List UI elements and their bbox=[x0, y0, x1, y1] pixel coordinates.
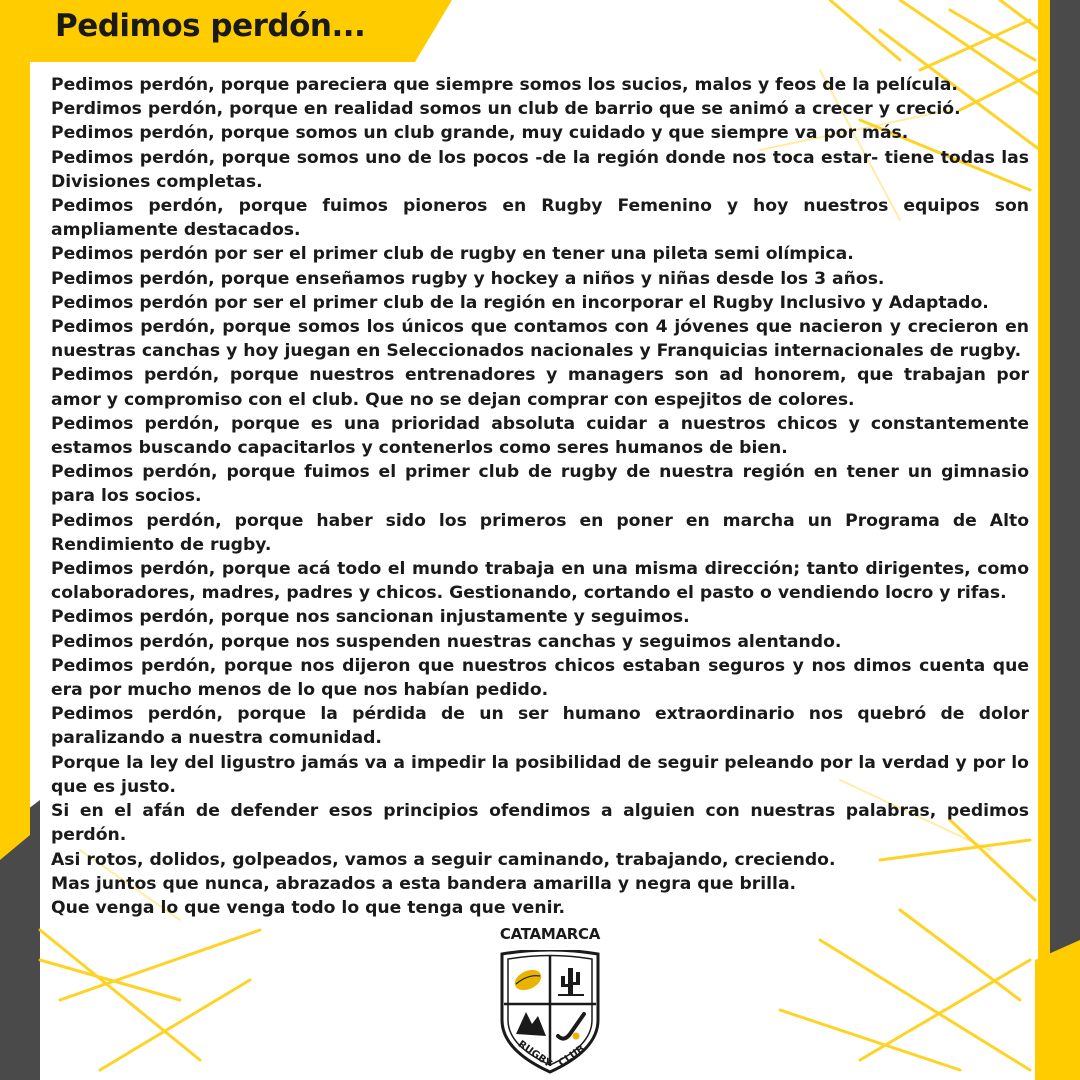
paragraph: Pedimos perdón, porque nos suspenden nuestras canchas y seguimos alentando. bbox=[51, 631, 842, 652]
statement-body bbox=[51, 73, 1029, 920]
paragraph: Pedimos perdón, porque somos uno de los pocos -de la región donde nos toca estar- tiene todas las Divisiones completas. bbox=[51, 147, 1029, 192]
paragraph: Pedimos perdón por ser el primer club de rugby en tener una pileta semi olímpica. bbox=[51, 244, 854, 265]
paragraph: Pedimos perdón, porque nuestros entrenadores y managers son ad honorem, que trabajan por amor y compromiso con el club. Que no se dejan comprar con espejitos de colores. bbox=[51, 365, 1029, 410]
paragraph: Pedimos perdón, porque nos sancionan injustamente y seguimos. bbox=[51, 607, 690, 628]
paragraph: Perdimos perdón, porque en realidad somos un club de barrio que se animó a crecer y creció. bbox=[51, 99, 961, 120]
shield-icon bbox=[498, 950, 602, 1075]
page-title: Pedimos perdón... bbox=[55, 8, 366, 44]
logo-bottom-right-text: CLUB bbox=[556, 1043, 587, 1070]
paragraph: Pedimos perdón, porque somos un club grande, muy cuidado y que siempre va por más. bbox=[51, 123, 909, 144]
paragraph: Asi rotos, dolidos, golpeados, vamos a seguir caminando, trabajando, creciendo. bbox=[51, 849, 836, 870]
paragraph: Pedimos perdón, porque fuimos el primer club de rugby de nuestra región en tener un gimnasio para los socios. bbox=[51, 462, 1029, 507]
paragraph: Pedimos perdón, porque pareciera que siempre somos los sucios, malos y feos de la película. bbox=[51, 75, 958, 95]
paragraph: Porque la ley del ligustro jamás va a impedir la posibilidad de seguir peleando por la verdad y por lo que es justo. bbox=[51, 752, 1029, 797]
right-dark-bar bbox=[1050, 0, 1080, 1080]
paragraph: Pedimos perdón, porque enseñamos rugby y hockey a niños y niñas desde los 3 años. bbox=[51, 268, 885, 289]
paragraph: Pedimos perdón, porque fuimos pioneros en Rugby Femenino y hoy nuestros equipos son ampliamente destacados. bbox=[51, 196, 1029, 241]
paragraph: Mas juntos que nunca, abrazados a esta bandera amarilla y negra que brilla. bbox=[51, 873, 797, 894]
logo-bottom-left-text: RUGBY bbox=[515, 1038, 554, 1070]
paragraph: Si en el afán de defender esos principios ofendimos a alguien con nuestras palabras, pedimos perdón. bbox=[51, 801, 1029, 846]
paragraph: Pedimos perdón, porque nos dijeron que nuestros chicos estaban seguros y nos dimos cuenta que era por mucho menos de lo que nos habían pedido. bbox=[51, 655, 1029, 701]
left-yellow-wedge bbox=[0, 60, 30, 860]
right-yellow-strip bbox=[1038, 0, 1050, 980]
paragraph: Pedimos perdón, porque somos los únicos que contamos con 4 jóvenes que nacieron y crecieron en nuestras canchas y hoy juegan en Seleccionados nacionales y Franquicias internacionales de rugby. bbox=[51, 317, 1029, 362]
paragraph: Pedimos perdón, porque acá todo el mundo trabaja en una misma dirección; tanto dirigentes, como colaboradores, madres, padres y chicos. Gestionando, cortando el pasto o vendiendo locro y rifas. bbox=[51, 559, 1029, 604]
logo-top-text: CATAMARCA bbox=[499, 925, 601, 943]
paragraph: Pedimos perdón, porque es una prioridad absoluta cuidar a nuestros chicos y constantemente estamos buscando capacitarlos y contenerlos como seres humanos de bien. bbox=[51, 413, 1029, 459]
bottom-right-yellow bbox=[1035, 940, 1080, 1080]
paragraph: Pedimos perdón, porque la pérdida de un ser humano extraordinario nos quebró de dolor paralizando a nuestra comunidad. bbox=[51, 704, 1029, 749]
paragraph: Que venga lo que venga todo lo que tenga que venir. bbox=[51, 897, 566, 918]
paragraph: Pedimos perdón, porque haber sido los primeros en poner en marcha un Programa de Alto Rendimiento de rugby. bbox=[51, 510, 1029, 555]
paragraph: Pedimos perdón por ser el primer club de la región en incorporar el Rugby Inclusivo y Adaptado. bbox=[51, 292, 989, 313]
club-logo bbox=[490, 925, 610, 1075]
